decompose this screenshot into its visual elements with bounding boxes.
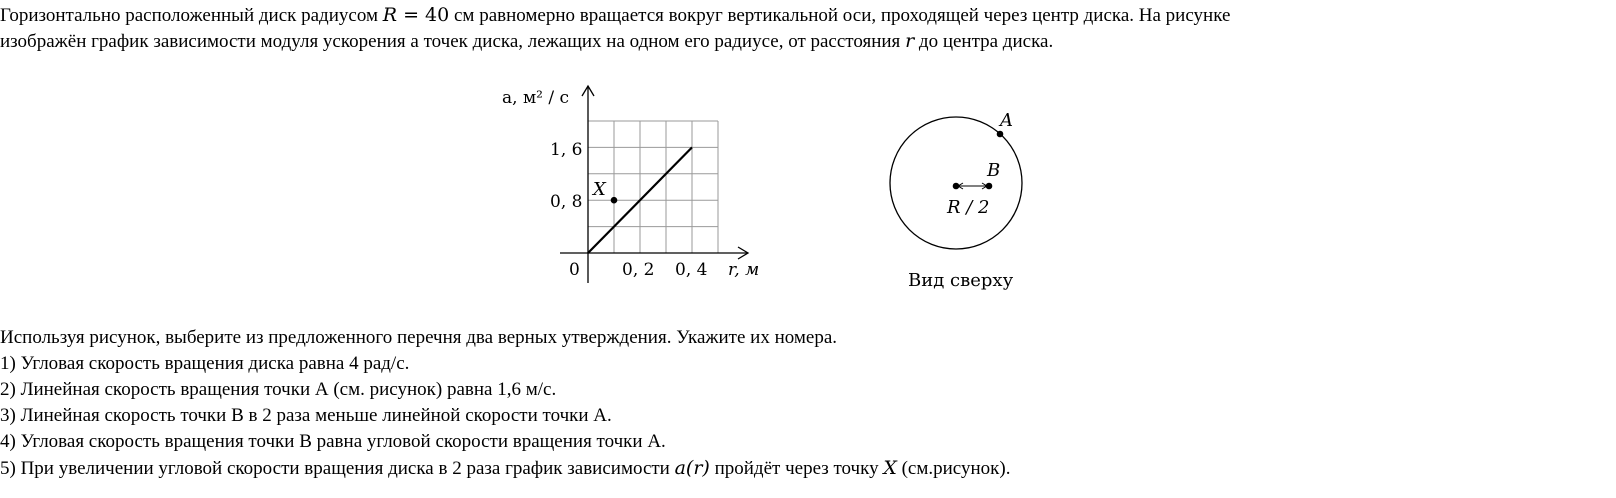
option-5-text: 5) При увеличении угловой скорости вращения диска в 2 раза график зависимости [0, 458, 675, 479]
intro-text: Горизонтально расположенный диск радиусом [0, 5, 383, 26]
disc-diagram [870, 100, 1050, 300]
math-radius-value: = 40 [397, 4, 450, 26]
x-axis-label: r, м [728, 260, 760, 280]
point-x-label: X [593, 179, 606, 200]
intro-line-2 [0, 29, 1053, 54]
double-arrow-icon [958, 183, 987, 189]
intro-text: до центра диска. [914, 31, 1054, 52]
answer-option-4: 4) Угловая скорость вращения точки В равна угловой скорости вращения точки А. [0, 431, 666, 452]
point-x-marker [611, 197, 618, 204]
x-tick-0-2: 0, 2 [622, 260, 655, 280]
disc-caption: Вид сверху [908, 270, 1014, 291]
acceleration-graph [490, 75, 790, 295]
math-a-of-r: a(r) [674, 457, 710, 479]
intro-text: изображён график зависимости модуля ускорения а точек диска, лежащих на одном его радиусе, от расстояния [0, 31, 906, 52]
question-prompt: Используя рисунок, выберите из предложенного перечня два верных утверждения. Укажите их номера. [0, 327, 838, 348]
point-a-marker [997, 131, 1004, 138]
y-axis-label: a, м² / с [502, 88, 570, 108]
answer-option-5 [0, 456, 1010, 481]
option-5-text: (см.рисунок). [896, 458, 1011, 479]
point-b-label: B [987, 160, 1001, 181]
point-a-label: A [1000, 110, 1013, 131]
intro-text: см равномерно вращается вокруг вертикальной оси, проходящей через центр диска. На рисунке [449, 5, 1231, 26]
intro-line-1 [0, 3, 1230, 28]
math-r-var: r [905, 30, 915, 52]
radius-half-label: R / 2 [947, 197, 990, 218]
answer-option-1: 1) Угловая скорость вращения диска равна 4 рад/с. [0, 353, 410, 374]
math-radius-var: R [382, 4, 398, 26]
x-tick-0-4: 0, 4 [675, 260, 708, 280]
answer-option-3: 3) Линейная скорость точки В в 2 раза меньше линейной скорости точки А. [0, 405, 612, 426]
y-tick-1-6: 1, 6 [550, 140, 583, 160]
option-5-text: пройдёт через точку [709, 458, 884, 479]
answer-option-2: 2) Линейная скорость вращения точки А (см. рисунок) равна 1,6 м/с. [0, 379, 557, 400]
y-tick-0-8: 0, 8 [550, 192, 583, 212]
origin-label: 0 [569, 260, 580, 280]
math-point-x: X [883, 457, 897, 479]
